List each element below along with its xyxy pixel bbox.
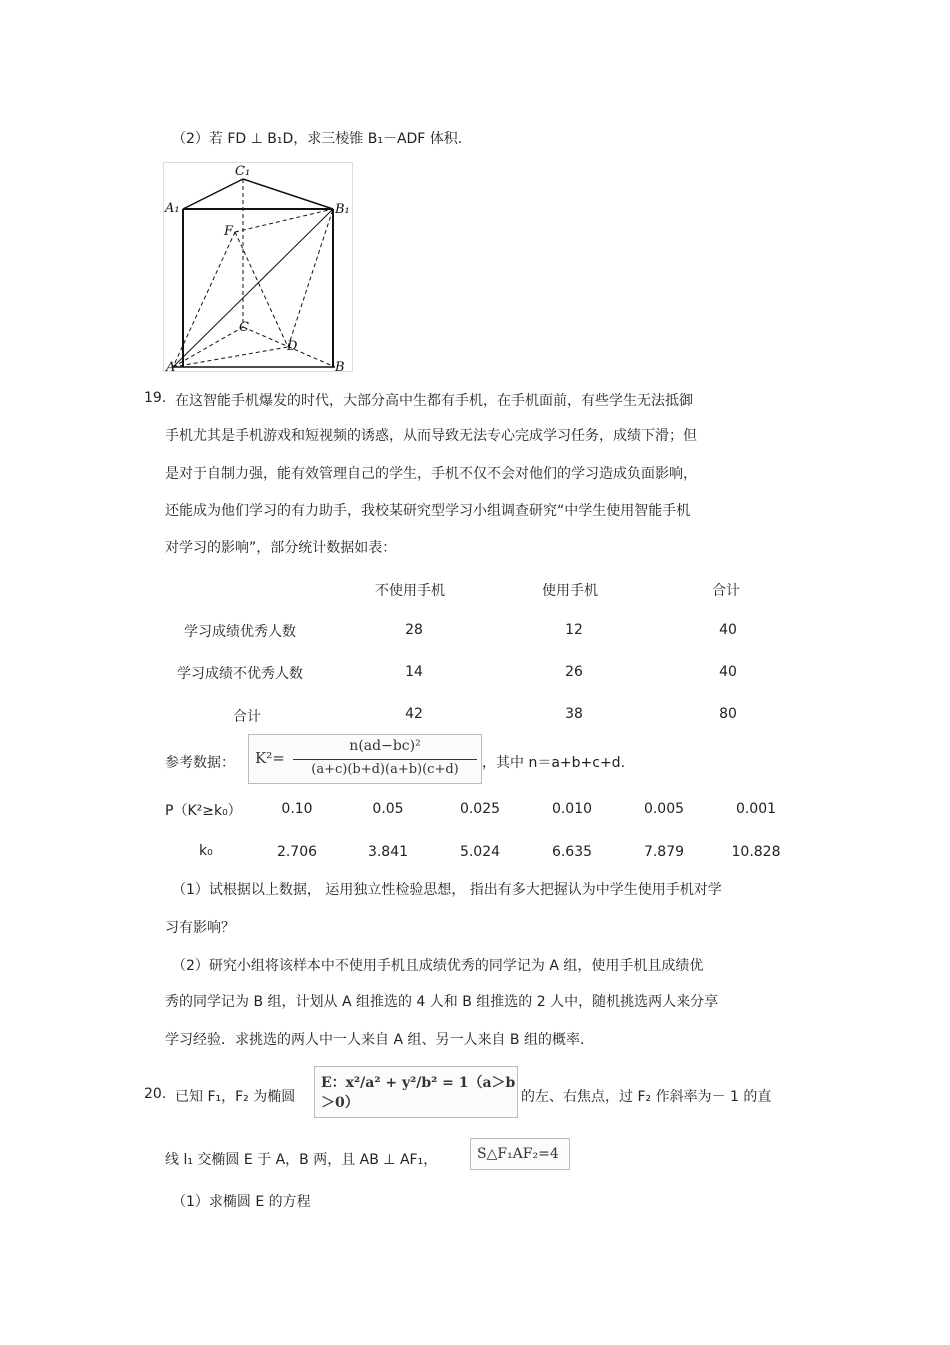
table-cell: 26 <box>565 664 583 680</box>
label-F: F <box>224 224 234 239</box>
label-C: C <box>239 320 249 335</box>
p-value: 0.001 <box>735 801 777 817</box>
p-label: P（K²≥k₀） <box>165 803 242 819</box>
q20-number: 20. <box>144 1086 167 1102</box>
edge-C1B1 <box>243 179 333 209</box>
formula-lhs: K²= <box>255 749 285 767</box>
q19-line-2: 手机尤其是手机游戏和短视频的诱惑，从而导致无法专心完成学习任务，成绩下滑；但 <box>165 428 697 444</box>
ellipse-formula: E：x²/a² + y²/b² = 1（a＞b＞0） <box>314 1066 518 1118</box>
q20-line2-pre: 线 l₁ 交椭圆 E 于 A，B 两，且 AB ⊥ AF₁， <box>165 1152 438 1168</box>
q19-part2-b: 秀的同学记为 B 组，计划从 A 组推选的 4 人和 B 组推选的 2 人中，随机挑选两人来分享 <box>165 994 719 1010</box>
p-value: 0.010 <box>551 801 593 817</box>
k-value: 7.879 <box>643 844 685 860</box>
label-D: D <box>287 339 298 354</box>
table-header: 不使用手机 <box>375 583 445 599</box>
table-row-label: 合计 <box>233 709 261 725</box>
table-cell: 40 <box>719 664 737 680</box>
table-cell: 80 <box>719 706 737 722</box>
p-value: 0.005 <box>643 801 685 817</box>
table-cell: 14 <box>405 664 423 680</box>
label-C1: C₁ <box>235 164 251 179</box>
label-B: B <box>335 360 345 372</box>
p-value: 0.025 <box>459 801 501 817</box>
table-row-label: 学习成绩不优秀人数 <box>177 666 303 682</box>
k2-formula <box>248 734 482 784</box>
k-value: 3.841 <box>367 844 409 860</box>
q18-part2: （2）若 FD ⊥ B₁D，求三棱锥 B₁－ADF 体积. <box>172 131 463 147</box>
table-cell: 42 <box>405 706 423 722</box>
q19-part1-b: 习有影响？ <box>165 920 235 936</box>
formula-denominator: (a+c)(b+d)(a+b)(c+d) <box>311 762 459 777</box>
edge-A1C1 <box>183 179 243 209</box>
prism-figure <box>163 162 353 372</box>
edge-AB1 <box>173 209 333 367</box>
q19-line-1: 在这智能手机爆发的时代，大部分高中生都有手机，在手机面前，有些学生无法抵御 <box>175 393 693 409</box>
table-row-label: 学习成绩优秀人数 <box>184 624 296 640</box>
q19-line-3: 是对于自制力强，能有效管理自己的学生，手机不仅不会对他们的学习造成负面影响， <box>165 466 697 482</box>
q20-line1-pre: 已知 F₁，F₂ 为椭圆 <box>175 1089 296 1105</box>
q19-number: 19. <box>144 390 167 406</box>
edge-FB1 <box>235 209 333 232</box>
formula-numerator: n(ad−bc)² <box>349 738 421 754</box>
table-cell: 28 <box>405 622 423 638</box>
label-A: A <box>166 360 176 372</box>
label-A1: A₁ <box>165 201 180 216</box>
edge-DB1 <box>288 209 333 347</box>
k-value: 10.828 <box>731 844 781 860</box>
k-label: k₀ <box>199 843 213 859</box>
q19-part2-a: （2）研究小组将该样本中不使用手机且成绩优秀的同学记为 A 组，使用手机且成绩优 <box>172 958 704 974</box>
q20-line1-post: 的左、右焦点，过 F₂ 作斜率为－ 1 的直 <box>521 1089 772 1105</box>
table-cell: 38 <box>565 706 583 722</box>
table-cell: 12 <box>565 622 583 638</box>
triangle-area-formula: S△F₁AF₂=4 <box>470 1138 570 1170</box>
table-cell: 40 <box>719 622 737 638</box>
k-value: 5.024 <box>459 844 501 860</box>
q19-line-4: 还能成为他们学习的有力助手，我校某研究型学习小组调查研究“中学生使用智能手机 <box>165 503 691 519</box>
table-header: 合计 <box>712 583 740 599</box>
label-B1: B₁ <box>335 202 350 217</box>
q19-line-5: 对学习的影响”，部分统计数据如表： <box>165 540 397 556</box>
k-value: 6.635 <box>551 844 593 860</box>
q20-part1: （1）求椭圆 E 的方程 <box>172 1194 311 1210</box>
table-header: 使用手机 <box>542 583 598 599</box>
p-value: 0.05 <box>372 801 404 817</box>
q19-part2-c: 学习经验．求挑选的两人中一人来自 A 组、另一人来自 B 组的概率. <box>165 1032 585 1048</box>
ref-label: 参考数据： <box>165 755 235 771</box>
k-value: 2.706 <box>276 844 318 860</box>
q19-part1-a: （1）试根据以上数据， 运用独立性检验思想， 指出有多大把握认为中学生使用手机对学 <box>172 882 722 898</box>
formula-suffix: ，其中 n＝a+b+c+d. <box>482 755 626 771</box>
fraction-bar <box>293 759 477 760</box>
p-value: 0.10 <box>281 801 313 817</box>
